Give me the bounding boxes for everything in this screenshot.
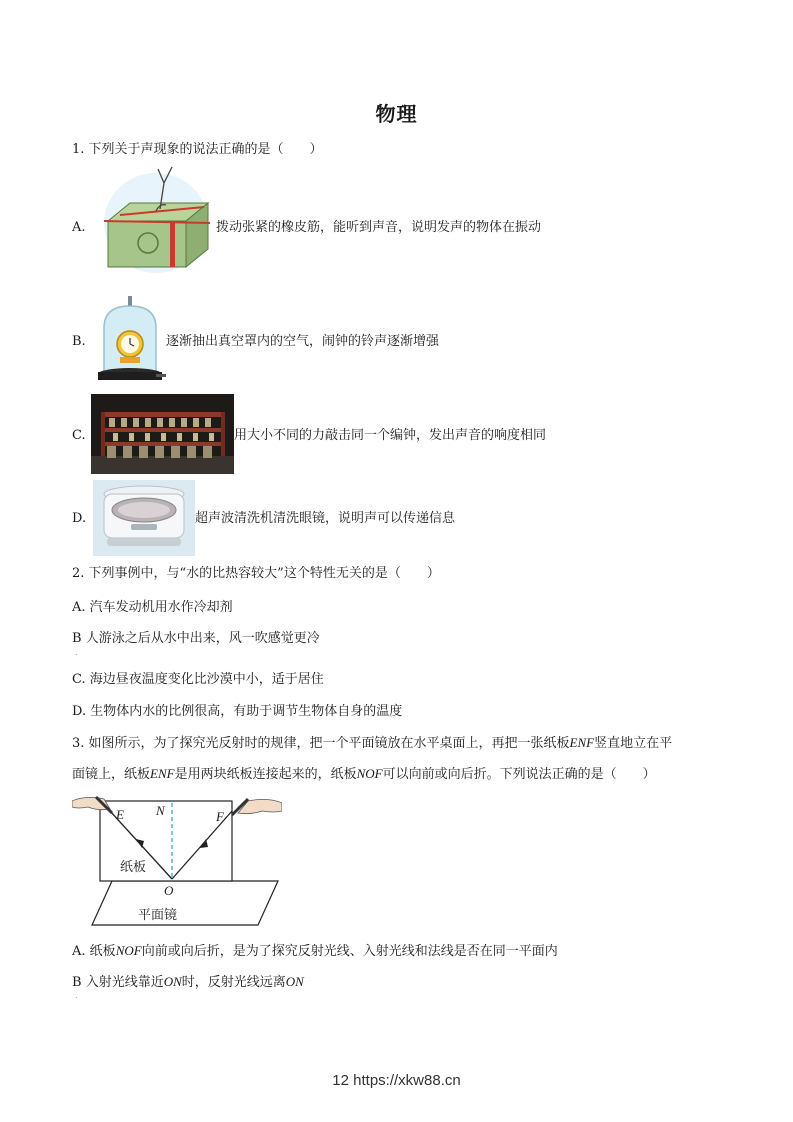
page-title: 物理 (375, 102, 418, 126)
q1-option-a-label: A. (72, 220, 86, 235)
q2-option-d (72, 703, 402, 721)
q3-option-b-mid: 时，反射光线远离 (181, 975, 286, 990)
q2-stem: 2. 下列事例中，与“水的比热容较大”这个特性无关的是（ ） (72, 566, 440, 581)
q1-option-d-text: 超声波清洗机清洗眼镜，说明声可以传递信息 (195, 511, 456, 526)
q3-stem-line1 (72, 734, 672, 753)
q3-stem-line2 (72, 765, 656, 784)
q2-option-b-label: B (72, 631, 82, 646)
label-mirror: 平面镜 (138, 908, 178, 923)
label-f: F (216, 809, 224, 824)
q3-stem-line2-b: 是用两块纸板连接起来的，纸板 (174, 767, 357, 782)
ultrasonic-cleaner-image (93, 480, 195, 556)
page-footer: 12 https://xkw88.cn (332, 1072, 461, 1089)
label-board: 纸板 (120, 860, 147, 875)
q2-option-b (72, 630, 320, 648)
chime-bells-image (91, 394, 234, 474)
q3-option-a-pre: 纸板 (89, 944, 116, 959)
q2-separator-dot: . (75, 648, 78, 657)
label-e: E (116, 807, 124, 822)
q3-option-b-var1: ON (163, 974, 182, 989)
q2-option-c-text: 海边昼夜温度变化比沙漠中小，适于居住 (89, 672, 324, 687)
q3-var-enf: ENF (569, 735, 595, 750)
q3-option-b (72, 973, 304, 992)
q3-option-a-post: 向前或向后折，是为了探究反射光线、入射光线和法线是否在同一平面内 (141, 944, 558, 959)
q2-option-b-text: 人游泳之后从水中出来，风一吹感觉更冷 (85, 631, 320, 646)
q3-option-b-var2: ON (285, 974, 304, 989)
q3-stem-line1-a: 3. 如图所示，为了探究光反射时的规律，把一个平面镜放在水平桌面上，再把一张纸板 (72, 736, 570, 751)
q1-stem: 1. 下列关于声现象的说法正确的是（ ） (72, 142, 323, 157)
q2-option-d-text: 生物体内水的比例很高，有助于调节生物体自身的温度 (90, 704, 403, 719)
q3-separator-dot: . (75, 991, 78, 1000)
q3-stem-line2-a: 面镜上，纸板 (72, 767, 151, 782)
q3-option-b-label: B (72, 975, 82, 990)
q2-option-d-label: D. (72, 704, 87, 719)
q1-option-c-text: 用大小不同的力敲击同一个编钟，发出声音的响度相同 (234, 428, 547, 443)
q2-option-a-label: A. (72, 600, 86, 615)
label-n: N (156, 803, 165, 818)
q1-option-b-text: 逐渐抽出真空罩内的空气，闹钟的铃声逐渐增强 (166, 334, 440, 349)
q2-option-a (72, 599, 233, 617)
q1-option-b-label: B. (72, 334, 86, 349)
q2-option-c (72, 671, 324, 689)
q3-stem-line1-b: 竖直地立在平 (594, 736, 673, 751)
q2-option-c-label: C. (72, 672, 86, 687)
q3-stem-line2-c: 可以向前或向后折。下列说法正确的是（ ） (382, 767, 656, 782)
q1-option-a-text: 拨动张紧的橡皮筋，能听到声音，说明发声的物体在振动 (216, 220, 542, 235)
q3-option-a-label: A. (72, 944, 86, 959)
reflection-experiment-figure (72, 793, 282, 931)
q3-option-a (72, 942, 558, 961)
q3-option-b-pre: 入射光线靠近 (85, 975, 164, 990)
vacuum-bell-jar-clock-image (94, 294, 166, 384)
q1-option-d-label: D. (72, 511, 87, 526)
q2-option-a-text: 汽车发动机用水作冷却剂 (89, 600, 233, 615)
label-o: O (164, 883, 174, 898)
q3-var-enf-2: ENF (150, 766, 175, 781)
rubber-band-box-image (100, 163, 212, 275)
q1-option-c-label: C. (72, 428, 86, 443)
q3-option-a-var: NOF (115, 943, 142, 958)
q3-var-nof: NOF (356, 766, 383, 781)
